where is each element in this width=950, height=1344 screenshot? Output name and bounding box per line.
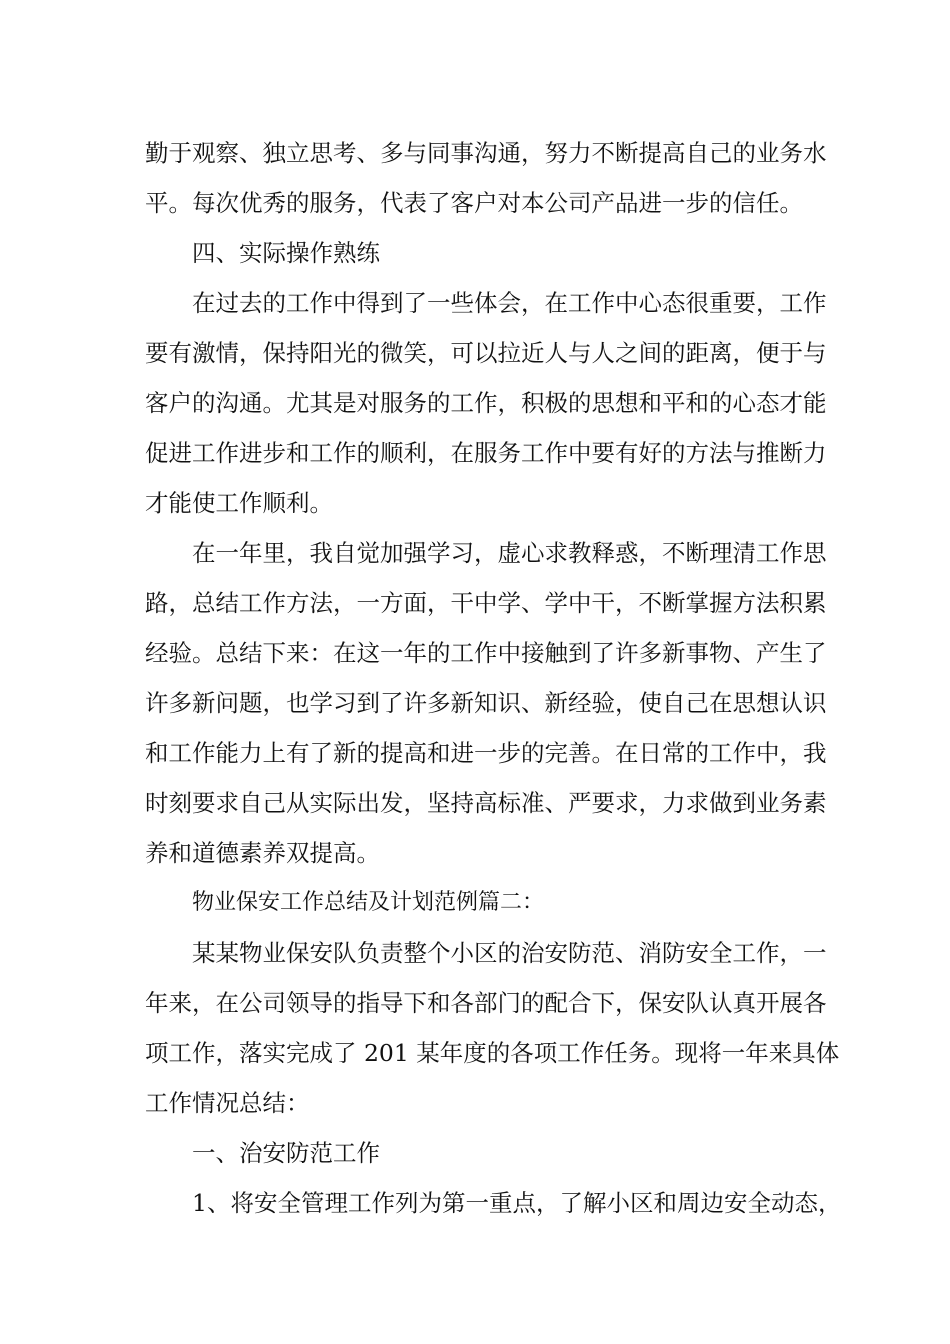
paragraph-line: 促进工作进步和工作的顺利，在服务工作中要有好的方法与推断力 bbox=[145, 439, 827, 467]
paragraph-line: 在过去的工作中得到了一些体会，在工作中心态很重要，工作 bbox=[192, 289, 827, 317]
paragraph-line: 路，总结工作方法，一方面，干中学、学中干，不断掌握方法积累 bbox=[145, 589, 827, 617]
paragraph-line: 工作情况总结： bbox=[145, 1089, 310, 1117]
paragraph-line: 平。每次优秀的服务，代表了客户对本公司产品进一步的信任。 bbox=[145, 189, 803, 217]
paragraph-line: 某某物业保安队负责整个小区的治安防范、消防安全工作，一 bbox=[192, 939, 827, 967]
paragraph-line: 在一年里，我自觉加强学习，虚心求教释惑，不断理清工作思 bbox=[192, 539, 827, 567]
document-body bbox=[145, 128, 842, 1228]
paragraph-line: 1、将安全管理工作列为第一重点，了解小区和周边安全动态， bbox=[192, 1189, 842, 1217]
paragraph-line: 客户的沟通。尤其是对服务的工作，积极的思想和平和的心态才能 bbox=[145, 389, 827, 417]
paragraph-line: 勤于观察、独立思考、多与同事沟通，努力不断提高自己的业务水 bbox=[145, 139, 827, 167]
paragraph-line: 项工作，落实完成了 201 某年度的各项工作任务。现将一年来具体 bbox=[145, 1039, 840, 1067]
paragraph-line: 时刻要求自己从实际出发，坚持高标准、严要求，力求做到业务素 bbox=[145, 789, 827, 817]
section-title: 物业保安工作总结及计划范例篇二： bbox=[192, 890, 545, 915]
paragraph-line: 养和道德素养双提高。 bbox=[145, 839, 380, 867]
paragraph-line: 许多新问题，也学习到了许多新知识、新经验，使自己在思想认识 bbox=[145, 689, 827, 717]
section-heading: 一、治安防范工作 bbox=[192, 1139, 380, 1167]
paragraph-line: 要有激情，保持阳光的微笑，可以拉近人与人之间的距离，便于与 bbox=[145, 339, 827, 367]
paragraph-line: 经验。总结下来：在这一年的工作中接触到了许多新事物、产生了 bbox=[145, 639, 827, 667]
paragraph-line: 年来，在公司领导的指导下和各部门的配合下，保安队认真开展各 bbox=[145, 989, 827, 1017]
paragraph-line: 和工作能力上有了新的提高和进一步的完善。在日常的工作中，我 bbox=[145, 739, 827, 767]
section-heading: 四、实际操作熟练 bbox=[192, 239, 380, 267]
paragraph-line: 才能使工作顺利。 bbox=[145, 489, 333, 517]
